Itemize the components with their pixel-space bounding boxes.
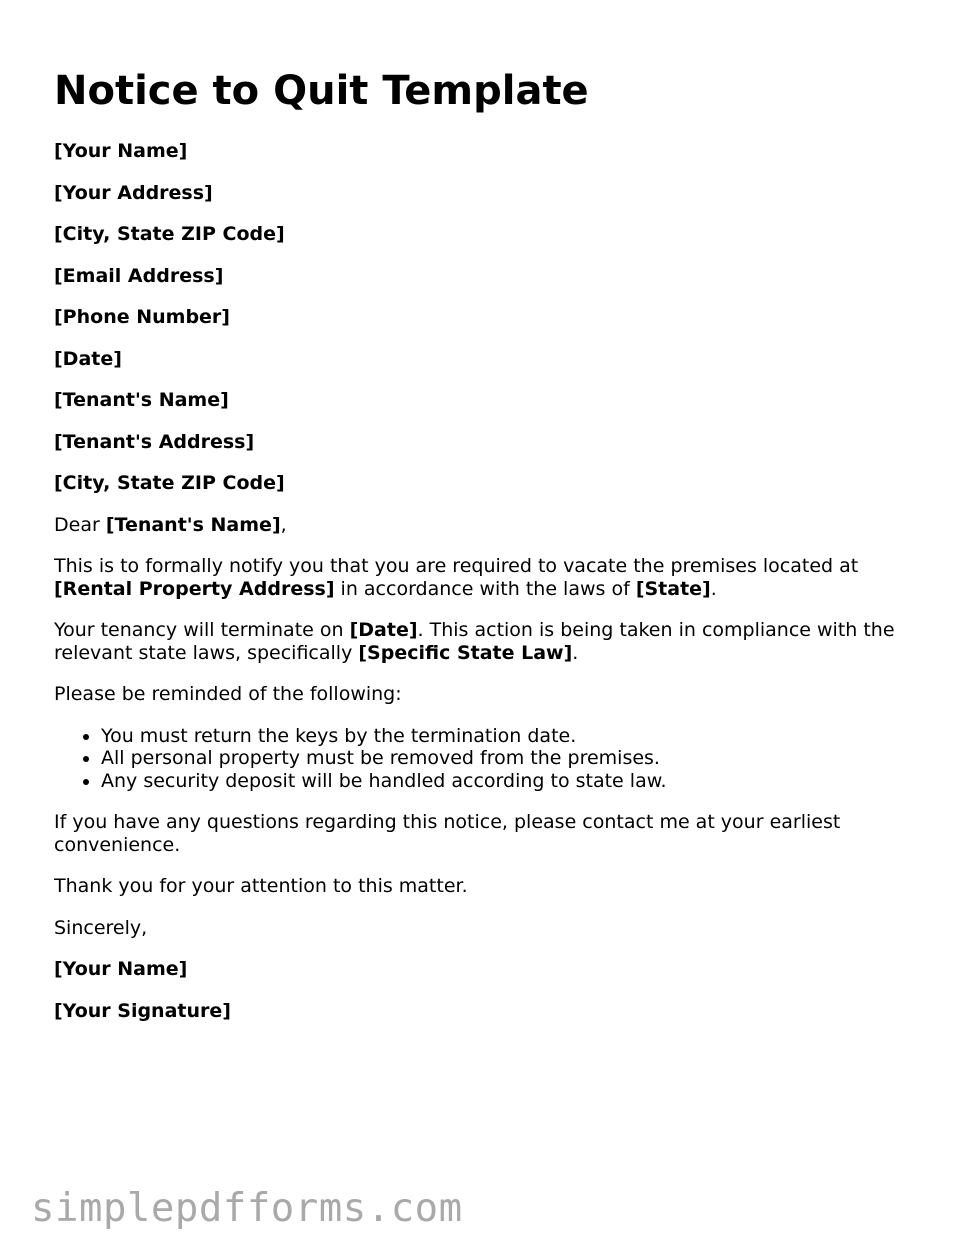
recipient-city-state-zip: [City, State ZIP Code] [54, 472, 285, 494]
closing: Sincerely, [54, 916, 148, 939]
sender-city-state-zip: [City, State ZIP Code] [54, 223, 285, 245]
reminder-intro: Please be reminded of the following: [54, 683, 402, 705]
recipient-name: [Tenant's Name] [54, 389, 229, 411]
sender-phone: [Phone Number] [54, 306, 230, 328]
list-item: • You must return the keys by the termination date. [101, 725, 924, 748]
termination-date-placeholder: [Date] [349, 619, 418, 641]
signoff-signature: [Your Signature] [54, 999, 231, 1022]
questions-paragraph: If you have any questions regarding this notice, please contact me at your earliest convenience. [54, 811, 841, 856]
sender-email: [Email Address] [54, 264, 224, 287]
list-item: • All personal property must be removed from the premises. [101, 747, 924, 770]
thanks-paragraph: Thank you for your attention to this matter. [54, 875, 468, 897]
letter-date: [Date] [54, 347, 122, 370]
reminder-list [54, 725, 924, 793]
vacate-notice-paragraph: This is to formally notify you that you are required to vacate the premises located at [Rental Property Address] in accordance with the laws of [State]. [54, 555, 859, 600]
state-law-placeholder: [Specific State Law] [358, 641, 573, 664]
termination-paragraph: Your tenancy will terminate on [Date]. This action is being taken in compliance with the relevant state laws, specifically [Specific State Law]. [54, 619, 895, 664]
document-title: Notice to Quit Template [54, 68, 589, 114]
watermark: simplepdfforms.com [31, 1186, 463, 1231]
letter-body [54, 140, 924, 1041]
recipient-address: [Tenant's Address] [54, 430, 255, 453]
salutation: Dear [Tenant's Name], [54, 513, 287, 536]
signoff-name: [Your Name] [54, 958, 188, 980]
sender-address: [Your Address] [54, 181, 213, 204]
sender-name: [Your Name] [54, 140, 188, 162]
state-placeholder: [State] [635, 577, 711, 600]
property-address-placeholder: [Rental Property Address] [54, 577, 335, 600]
list-item: • Any security deposit will be handled according to state law. [101, 770, 924, 793]
